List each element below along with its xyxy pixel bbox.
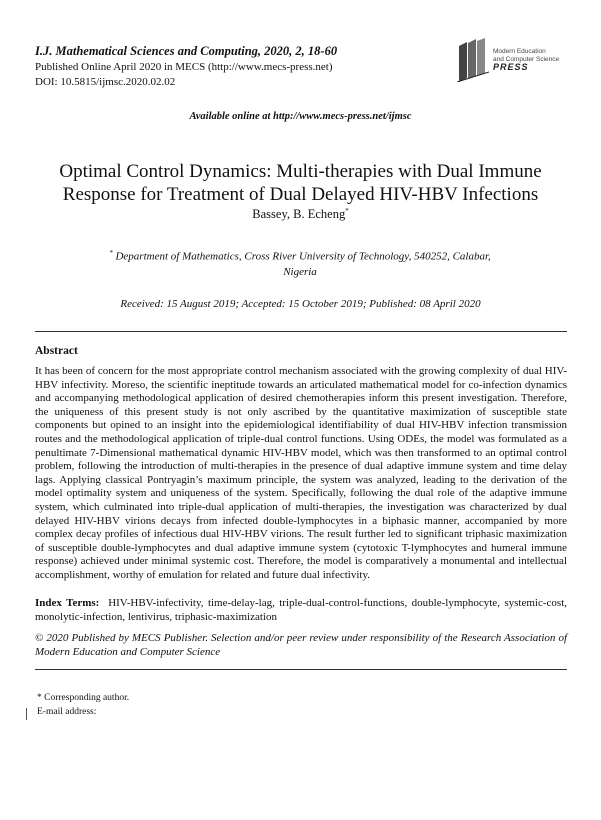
abstract-heading: Abstract — [35, 345, 78, 357]
abstract-body: It has been of concern for the most appropriate control mechanism associated with the growing complexity of dual HIV-HBV infectivity. Moreso, the scientific ineptitude towards an articulated mathematical model for co-infection dynamics and accompanying methodological application of desired chemotherapies inform this present investigation. Therefore, the uniqueness of this present study is not only ascribed by the quantitative maximization of susceptible state components but opined to an insight into the epidemiological identifiability of dual HIV-HBV infection transmission routes and the methodological application of triple-dual control functions. Using ODEs, the model was formulated as a penultimate 7-Dimensional mathematical dynamic HIV-HBV model, which was then transformed to an optimal control problem, following the introduction of multi-therapies in the presence of dual adaptive immune system and time delay lags. Applying classical Pontryagin’s maximum principle, the system was analyzed, leading to the derivation of the model optimality system and uniqueness of the system. Specifically, following the dual role of the adaptive immune system, which culminated into triple-dual application of multi-therapies, the investigation was characterized by dual delayed HIV-HBV virions decays from infected double-lymphocytes in a biphasic manner, accompanied by more complex decay profiles of infectious dual HIV-HBV virions. The result further led to significant triphasic maximization of susceptible double-lymphocytes and dual adaptive immune system (cytotoxic T-lymphocytes and humeral immune response) achieved under minimal systemic cost. Therefore, the model is comparatively a monumental and intellectual accomplishment, worthy of emulation for related and future dual infectivity. — [35, 365, 567, 581]
logo-text-line1: Modern Education — [493, 48, 546, 55]
affiliation — [90, 246, 510, 280]
paper-title — [40, 160, 561, 206]
index-terms-list: HIV-HBV-infectivity, time-delay-lag, triple-dual-control-functions, double-lymphocyte, systemic-cost, monolytic-infection, lentivirus, triphasic-maximization — [35, 597, 567, 623]
affiliation-line-2: Nigeria — [283, 265, 317, 278]
bottom-divider — [35, 669, 567, 670]
copyright-notice: © 2020 Published by MECS Publisher. Selection and/or peer review under responsibility of the Research Association of Modern Education and Computer Science — [35, 632, 567, 658]
title-line-2: Response for Treatment of Dual Delayed HIV-HBV Infections — [62, 184, 539, 205]
logo-press: PRESS — [493, 62, 529, 72]
index-terms — [35, 597, 567, 624]
affiliation-line-1: Department of Mathematics, Cross River University of Technology, 540252, Calabar, — [115, 250, 491, 263]
published-online-line: Published Online April 2020 in MECS (http://www.mecs-press.net) — [35, 61, 333, 73]
margin-mark — [26, 708, 27, 720]
author-name: Bassey, B. Echeng — [252, 207, 346, 222]
index-terms-label: Index Terms: — [35, 597, 100, 609]
journal-citation: I.J. Mathematical Sciences and Computing, 2020, 2, 18-60 — [35, 44, 338, 58]
affiliation-mark: * — [109, 249, 113, 257]
corresponding-author-footnote: * Corresponding author. — [37, 693, 130, 703]
title-line-1: Optimal Control Dynamics: Multi-therapies with Dual Immune — [59, 161, 542, 182]
doi-line: DOI: 10.5815/ijmsc.2020.02.02 — [35, 76, 176, 88]
author — [0, 207, 601, 222]
publisher-logo — [457, 34, 567, 88]
email-footnote: E-mail address: — [37, 707, 97, 717]
logo-text-line2: and Computer Science — [493, 55, 560, 63]
publication-dates: Received: 15 August 2019; Accepted: 15 October 2019; Published: 08 April 2020 — [120, 298, 481, 310]
available-online-line: Available online at http://www.mecs-press.net/ijmsc — [189, 111, 412, 122]
author-mark: * — [345, 207, 349, 215]
top-divider — [35, 331, 567, 332]
books-icon — [457, 38, 489, 82]
